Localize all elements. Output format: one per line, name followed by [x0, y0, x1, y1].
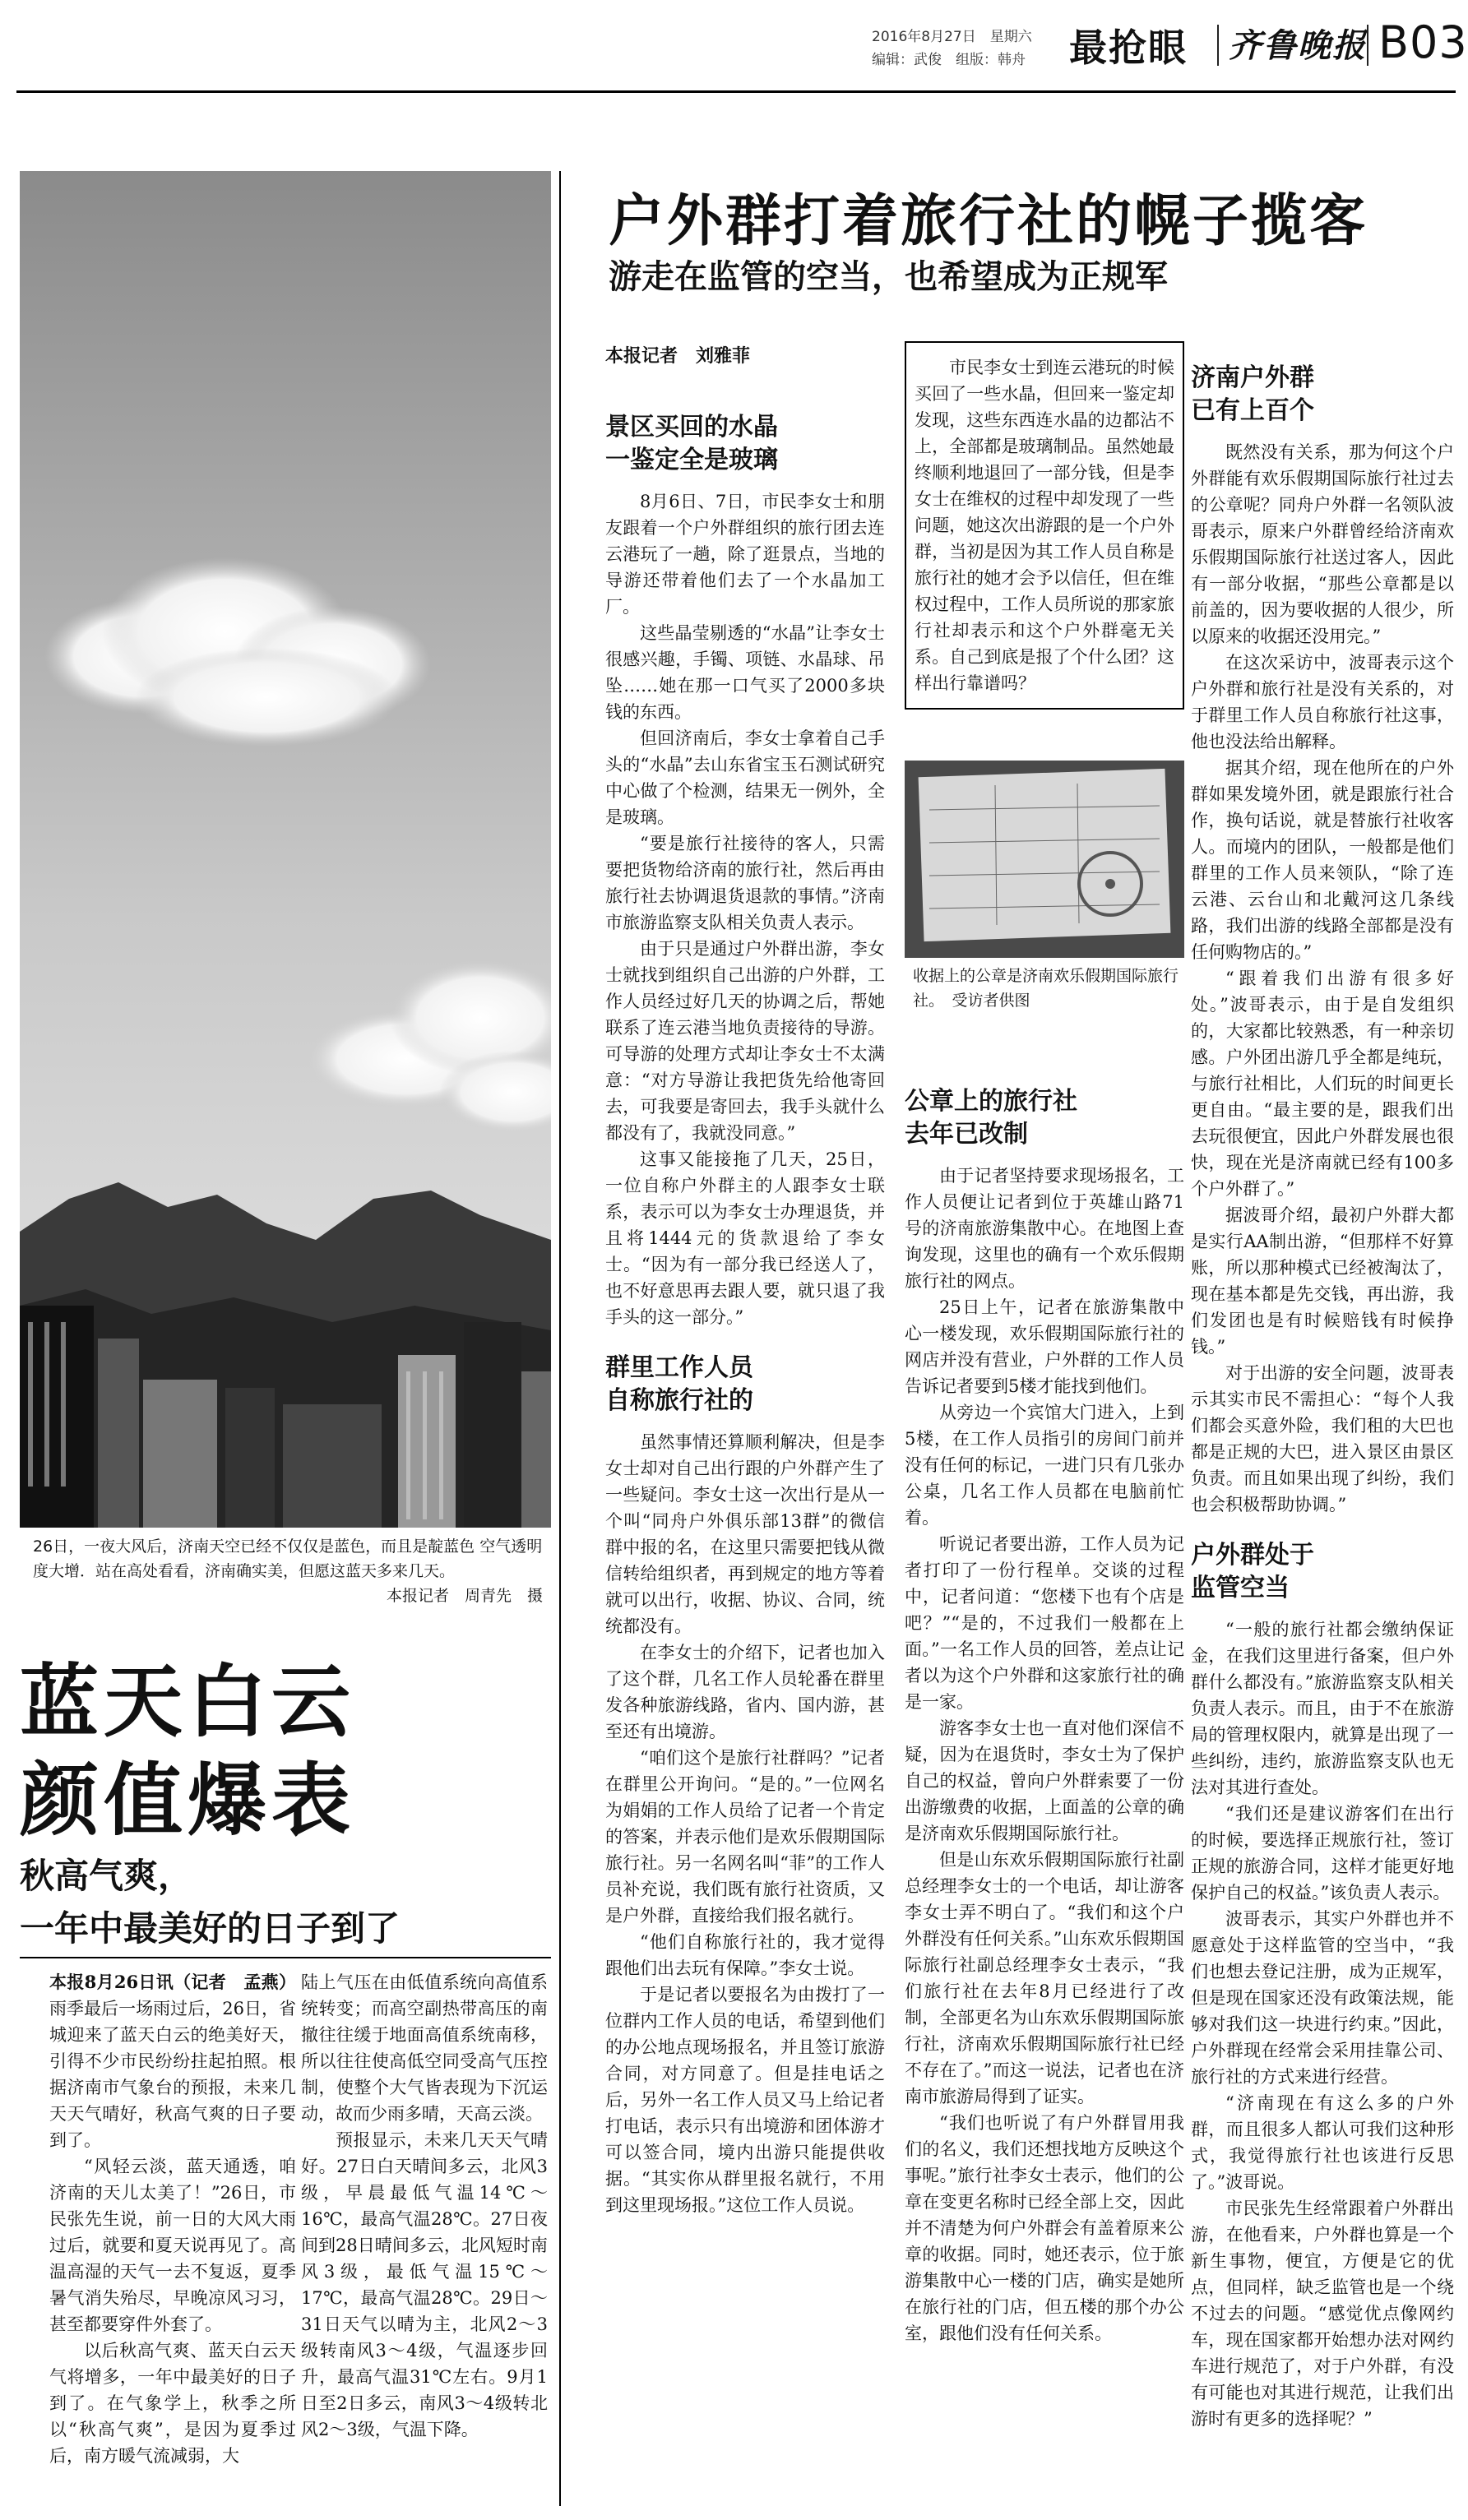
subhead-line: 一年中最美好的日子到了 [20, 1908, 401, 1949]
article-column-3 [1191, 362, 1454, 2432]
blue-sky-subhead [20, 1850, 546, 1955]
headline-line: 蓝天白云 [20, 1655, 355, 1748]
paragraph: 在李女士的介绍下，记者也加入了这个群，几名工作人员轮番在群里发各种旅游线路，省内、国内游，甚至还有出境游。 [605, 1643, 885, 1741]
paragraph: 8月6日、7日，市民李女士和朋友跟着一个户外群组织的旅行团去连云港玩了一趟，除了逛景点，当地的导游还带着他们去了一个水晶加工厂。 [605, 492, 885, 617]
paragraph: 在这次采访中，波哥表示这个户外群和旅行社是没有关系的，对于群里工作人员自称旅行社这事，他也没法给出解释。 [1191, 653, 1454, 751]
paragraph: 据其介绍，现在他所在的户外群如果发境外团，就是跟旅行社合作，换句话说，就是替旅行社收客人。而境内的团队，一般都是他们群里的工作人员来领队，“除了连云港、云台山和北戴河这几条线路，我们出游的线路全部都是没有任何购物店的。” [1191, 758, 1454, 962]
subhead-line: 秋高气爽， [20, 1856, 193, 1896]
paragraph: 陆上气压在由低值系统向高值系统转变；而高空副热带高压的南撤往往缓于地面高值系统南移，所以往往使高低空同受高气压控制，使整个大气皆表现为下沉运动，故而少雨多晴，天高云淡。 [301, 1972, 548, 2124]
paragraph: “跟着我们出游有很多好处。”波哥表示，由于是自发组织的，大家都比较熟悉，有一种亲切感。户外团出游几乎全都是纯玩，与旅行社相比，人们玩的时间更长更自由。“最主要的是，跟我们出去玩很便宜，因此户外群发展也很快，现在光是济南就已经有100多个户外群了。” [1191, 969, 1454, 1199]
paragraph: 听说记者要出游，工作人员为记者打印了一份行程单。交谈的过程中，记者问道：“您楼下也有个店是吧？”“是的，不过我们一般都在上面。”一名工作人员的回答，差点让记者以为这个户外群和这家旅行社的确是一家。 [905, 1534, 1184, 1712]
article-column-1 [605, 411, 885, 2218]
section-heading: 公章上的旅行社 去年已改制 [905, 1087, 1077, 1149]
paragraph: “咱们这个是旅行社群吗？”记者在群里公开询问。“是的。”一位网名为娟娟的工作人员给了记者一个肯定的答案，并表示他们是欢乐假期国际旅行社。另一名网名叫“菲”的工作人员补充说，我们既有旅行社资质，又是户外群，直接给我们报名就行。 [605, 1748, 885, 1926]
article-headline: 户外群打着旅行社的幌子揽客 [609, 188, 1368, 254]
paragraph: “我们也听说了有户外群冒用我们的名义，我们还想找地方反映这个事呢。”旅行社李女士表示，他们的公章在变更名称时已经全部上交，因此并不清楚为何户外群会有盖着原来公章的收据。同时，她还表示，位于旅游集散中心一楼的门店，确实是她所在旅行社的门店，但五楼的那个办公室，跟他们没有任何关系。 [905, 2113, 1184, 2343]
paragraph: 市民张先生经常跟着户外群出游，在他看来，户外群也算是一个新生事物，便宜，方便是它的优点，但同样，缺乏监管也是一个绕不过去的问题。“感觉优点像网约车，现在国家都开始想办法对网约车进行规范了，对于户外群，有没有可能也对其进行规范，让我们出游时有更多的选择呢？” [1191, 2199, 1454, 2429]
newspaper-logo: 齐鲁晚报 [1229, 26, 1367, 65]
paragraph: 波哥表示，其实户外群也并不愿意处于这样监管的空当中，“我们也想去登记注册，成为正规军，但是现在国家还没有政策法规，能够对我们这一块进行约束。”因此，户外群现在经常会采用挂靠公司、旅行社的方式来进行经营。 [1191, 1909, 1454, 2087]
paragraph: 但是山东欢乐假期国际旅行社副总经理李女士的一个电话，却让游客李女士弄不明白了。“我们和这个户外群没有任何关系。”山东欢乐假期国际旅行社副总经理李女士表示，“我们旅行社在去年8月已经进行了改制，全部更名为山东欢乐假期国际旅行社，济南欢乐假期国际旅行社已经不存在了。”而这一说法，记者也在济南市旅游局得到了证实。 [905, 1850, 1184, 2106]
paragraph: “一般的旅行社都会缴纳保证金，在我们这里进行备案，但户外群什么都没有。”旅游监察支队相关负责人表示。而且，由于不在旅游局的管理权限内，就算是出现了一些纠纷，违约，旅游监察支队也无法对其进行查处。 [1191, 1620, 1454, 1797]
paragraph: 虽然事情还算顺利解决，但是李女士却对自己出行跟的户外群产生了一些疑问。李女士这一次出行是从一个叫“同舟户外俱乐部13群”的微信群中报的名，在这里只需要把钱从微信转给组织者，再到规定的地方等着就可以出行，收据、协议、合同，统统都没有。 [605, 1432, 885, 1636]
paragraph: “要是旅行社接待的客人，只需要把货物给济南的旅行社，然后再由旅行社去协调退货退款的事情。”济南市旅游监察支队相关负责人表示。 [605, 834, 885, 932]
paragraph: 游客李女士也一直对他们深信不疑，因为在退货时，李女士为了保护自己的权益，曾向户外群索要了一份出游缴费的收据，上面盖的公章的确是济南欢乐假期国际旅行社。 [905, 1718, 1184, 1843]
intro-box [905, 341, 1184, 710]
headline-line: 颜值爆表 [20, 1754, 355, 1847]
paragraph: 这事又能接拖了几天，25日，一位自称户外群主的人跟李女士联系，表示可以为李女士办理退货，并且将1444元的货款退给了李女士。“因为有一部分我已经送人了，也不好意思再去跟人要，就只退了我手头的这一部分。” [605, 1149, 885, 1327]
paragraph: “济南现在有这么多的户外群，而且很多人都认可我们这种形式，我觉得旅行社也该进行反思了。”波哥说。 [1191, 2093, 1454, 2192]
paragraph: 对于出游的安全问题，波哥表示其实市民不需担心：“每个人我们都会买意外险，我们租的大巴也都是正规的大巴，进入景区由景区负责。而且如果出现了纠纷，我们也会积极帮助协调。” [1191, 1363, 1454, 1514]
paragraph: “风轻云淡，蓝天通透，咱济南的天儿太美了！”26日，市民张先生说，前一日的大风大雨过后，就要和夏天说再见了。高温高湿的天气一去不复返，夏季暑气消失殆尽，早晚凉风习习，甚至都要穿件外套了。 [49, 2157, 296, 2334]
paragraph: 预报显示，未来几天天气晴好。27日白天晴间多云，北风3级，早晨最低气温14℃～16℃，最高气温28℃。27日夜间到28日晴间多云，北风短时南风3级，最低气温15℃～17℃，最高气温28℃。29日～31日天气以晴为主，北风2～3级转南风3～4级，气温逐步回升，最高气温31℃左右。9月1日至2日多云，南风3～4级转北风2～3级，气温下降。 [301, 2130, 548, 2439]
photo-credit: 本报记者 周青先 摄 [386, 1587, 543, 1605]
blue-sky-body-left [49, 1969, 296, 2469]
paragraph: 由于记者坚持要求现场报名，工作人员便让记者到位于英雄山路71号的济南旅游集散中心。在地图上查询发现，这里也的确有一个欢乐假期旅行社的网点。 [905, 1166, 1184, 1291]
section-heading: 景区买回的水晶 一鉴定全是玻璃 [605, 413, 778, 474]
paragraph: 雨季最后一场雨过后，26日，省城迎来了蓝天白云的绝美好天，引得不少市民纷纷拄起拍照。根据济南市气象台的预报，未来几天天气晴好，秋高气爽的日子要到了。 [49, 1999, 296, 2150]
intro-text: 市民李女士到连云港玩的时候买回了一些水晶，但回来一鉴定却发现，这些东西连水晶的边都沾不上，全部都是玻璃制品。虽然她最终顺利地退回了一部分钱，但是李女士在维权的过程中却发现了一些问题，她这次出游跟的是一个户外群，当初是因为其工作人员自称是旅行社的她才会予以信任，但在维权过程中，工作人员所说的那家旅行社却表示和这个户外群毫无关系。自己到底是报了个什么团？这样出行靠谱吗？ [915, 358, 1174, 693]
page-number: B03 [1378, 16, 1468, 68]
dateline: 本报8月26日讯（记者 孟燕） [49, 1972, 296, 1992]
paragraph: “他们自称旅行社的，我才觉得跟他们出去玩有保障。”李女士说。 [605, 1932, 885, 1978]
receipt-photo [905, 761, 1184, 958]
editors-line: 编辑：武俊 组版：韩舟 [872, 52, 1026, 68]
paragraph: 于是记者以要报名为由拨打了一位群内工作人员的电话，希望到他们的办公地点现场报名，并且签订旅游合同，对方同意了。但是挂电话之后，另外一名工作人员又马上给记者打电话，表示只有出境游和团体游才可以签合同，境内出游只能提供收据。“其实你从群里报名就行，不用到这里现场报。”这位工作人员说。 [605, 1985, 885, 2215]
blue-sky-headline [20, 1653, 546, 1850]
top-rule [16, 90, 1456, 93]
article-subhead: 游走在监管的空当，也希望成为正规军 [609, 258, 1168, 296]
section-heading: 济南户外群 已有上百个 [1191, 363, 1314, 425]
receipt-caption: 收据上的公章是济南欢乐假期国际旅行社。 受访者供图 [913, 967, 1179, 1010]
paragraph: “我们还是建议游客们在出行的时候，要选择正规旅行社，签订正规的旅游合同，这样才能更好地保护自己的权益。”该负责人表示。 [1191, 1804, 1454, 1903]
paragraph: 既然没有关系，那为何这个户外群能有欢乐假期国际旅行社过去的公章呢？同舟户外群一名领队波哥表示，原来户外群曾经给济南欢乐假期国际旅行社送过客人，因此有一部分收据，“那些公章都是以前盖的，因为要收据的人很少，所以原来的收据还没用完。” [1191, 442, 1454, 646]
paragraph: 据波哥介绍，最初户外群大都是实行AA制出游，“但那样不好算账，所以那种模式已经被淘汰了，现在基本都是先交钱，再出游，我们发团也是有时候赔钱有时候挣钱。” [1191, 1205, 1454, 1357]
column-divider [559, 171, 561, 2506]
paragraph: 从旁边一个宾馆大门进入，上到5楼，在工作人员指引的房间门前并没有任何的标记，一进门只有几张办公桌，几名工作人员都在电脑前忙着。 [905, 1403, 1184, 1528]
section-rule [20, 1957, 551, 1958]
paragraph: 由于只是通过户外群出游，李女士就找到组织自己出游的户外群，工作人员经过好几天的协调之后，帮她联系了连云港当地负责接待的导游。可导游的处理方式却让李女士不太满意：“对方导游让我把货先给他寄回去，可我要是寄回去，我手头就什么都没有了，我就没同意。” [605, 939, 885, 1143]
byline: 本报记者 刘雅菲 [605, 346, 751, 367]
blue-sky-body-right [301, 1969, 548, 2443]
article-column-2 [905, 1085, 1184, 2347]
paragraph: 但回济南后，李女士拿着自己手头的“水晶”去山东省宝玉石测试研究中心做了个检测，结果无一例外，全是玻璃。 [605, 728, 885, 827]
photo-caption [33, 1534, 543, 1608]
photo-caption-text: 26日，一夜大风后，济南天空已经不仅仅是蓝色，而且是靛蓝色 空气透明度大增．站在高处看看，济南确实美，但愿这蓝天多来几天。 [33, 1537, 543, 1580]
issue-date: 2016年8月27日 星期六 [872, 29, 1032, 45]
section-name: 最抢眼 [1069, 25, 1188, 70]
section-heading: 群里工作人员 自称旅行社的 [605, 1353, 753, 1415]
paragraph: 这些晶莹剔透的“水晶”让李女士很感兴趣，手镯、项链、水晶球、吊坠……她在那一口气买了2000多块钱的东西。 [605, 623, 885, 722]
paragraph: 以后秋高气爽、蓝天白云天气将增多，一年中最美好的日子到了。在气象学上，秋季之所以“秋高气爽”，是因为夏季过后，南方暖气流减弱，大 [49, 2341, 296, 2466]
masthead-divider [1217, 25, 1219, 66]
blue-sky-photo [20, 171, 551, 1528]
section-heading: 户外群处于 监管空当 [1191, 1541, 1314, 1602]
paragraph: 25日上午，记者在旅游集散中心一楼发现，欢乐假期国际旅行社的网店并没有营业，户外群的工作人员告诉记者要到5楼才能找到他们。 [905, 1297, 1184, 1396]
masthead-divider [1367, 25, 1368, 66]
